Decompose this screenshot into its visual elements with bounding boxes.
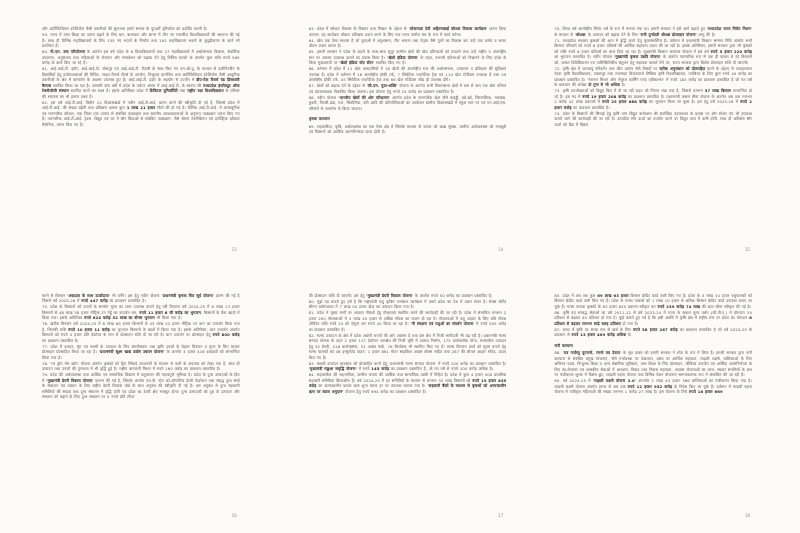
bold-text: 37 लाख किसान	[704, 88, 732, 94]
paragraph: 64. खेल एक ऐसा माध्यम है जो युवाओं में अनुशासन, टीम भावना तथा नेतृत्व जैसे गुणों का विकास कर उन्हें एक कर्मठ व सजग जीवन प्रदान करता है।	[308, 37, 507, 49]
bold-text: 1 लाख 21 हजार	[126, 105, 156, 111]
paragraph: 84. सहकारिता की सहभागिता, ग्रामीण जनता की आर्थिक तथा सामाजिक उन्नति में निहित है। प्रदेश में कुल 4 हजार 500 प्राथमिक सहकारी समितियां क्रियाशील हैं। वर्ष 2024-25 में इन समितियों के माध्यम से लगभग 35 लाख किसानों को रुपये 19 हजार 835 करोड़ का अल्पकालीन फसल ऋण शून्य ब्याज दर पर उपलब्ध कराया गया है। 'सहकारी बैंकों के माध्यम से कृषकों को अल्पकालीन ऋण पर ब्याज अनुदान' योजना हेतु रुपये 694 करोड़ का प्रावधान प्रस्तावित है।	[308, 372, 507, 394]
bold-text: 'सी.एम. युवा-शक्ति'	[366, 83, 398, 89]
bold-text: रुपये 624 करोड़ 52 लाख का बोनस भुगतान	[84, 315, 155, 321]
section-heading: नारी कल्याण	[554, 342, 573, 348]
paragraph: 74. प्रदेश के किसानों की सिंचाई हेतु कृषि पम्प विद्युत कनेक्शन की सर्वाधिक उपलब्धता के प्रयास पर और सोलर पंप भी उपलब्ध कराये जाने की कार्यवाही की जा रही है। उत्पादित सौर ऊर्जा का उपयोग करने पर विद्युत व्यय में कमी होगी, साथ ही अतिशेष सौर ऊर्जा को ग्रिड में विक्रय	[554, 110, 752, 127]
paragraph: 61. आई.आई.टी. इंदौर, आई.आई.टी. जोधपुर एवं आई.आई.टी. दिल्ली के साथ किए गए एम.ओ.यू. के माध्यम से इंजीनियरिंग के विद्यार्थियों हेतु प्रयोगशालाओं की विजिट, लाइव रिसर्च सेंटर्स के उपयोग, निःशुल्क इंटर्नशिप तथा आर्टिफिशियल इंटेलिजेंस जैसी आधुनिक तकनीकों के क्षेत्र में ज्ञानार्जन के अवसर उपलब्ध हुए हैं। आई.आई.टी. इंदौर के सहयोग से उज्जैन में डीप-टेक रिसर्च एंड डिस्कवरी कैम्पस स्थापित किया जा रहा है। आगामी पांच वर्षों में प्रदेश के पर्यटन अंचल में आई.आई.टी. के स्वरूप की मध्यप्रदेश इंस्टीट्यूट ऑफ टेक्नोलॉजी संस्थान स्थापित करने का लक्ष्य है। इसके अतिरिक्त प्रदेश में डिजिटल यूनिवर्सिटी तथा राष्ट्रीय रक्षा विश्वविद्यालय के परिसर की स्थापना का भी हमारा लक्ष्य है।	[42, 66, 240, 99]
paragraph: 89. वर्ष 2024-25 में 'लाड़ली लक्ष्मी योजना 2.0' अन्तर्गत 2 लाख 43 हजार 366 बालिकाओं का पंजीकरण किया गया है। लाड़ली लक्ष्मी योजना अंतर्गत प्रारंभ से अब तक रुपये 12 हजार 952 करोड़ के निवेश किए जा चुके हैं। वर्तमान में लाड़ली बहना योजना में पंजीकृत महिलाओं की संख्या लगभग 1 करोड़ 27 लाख है। इस योजना के लिये रुपये 18 हजार 669	[554, 378, 752, 395]
bold-text: 'मुख्यमंत्री डेयरी विकास योजना'	[46, 377, 94, 383]
paragraph: की प्रोत्साहन राशि दी जाएगी। इस हेतु 'मुख्यमंत्री डेयरी विकास योजना' के अंतर्गत रुपये 50 करोड़ का प्रावधान प्रस्तावित है।	[308, 292, 493, 298]
page-text	[309, 293, 507, 514]
bold-text: दो गुना से भी अधिक	[588, 82, 620, 88]
bold-text: 'रानी दुर्गावती श्रीअन्न प्रोत्साहन योजना'	[639, 31, 697, 37]
page-number: 13	[231, 246, 237, 252]
paragraph: 83. मछली उत्पादन व्यवसाय को प्रोत्साहित करने हेतु 'प्रधानमंत्री मत्स्य सम्पदा योजना' में रुपये 100 करोड़ का प्रावधान प्रस्तावित है। 'मुख्यमंत्री मछुआ समृद्धि योजना' में रुपये 145 करोड़ का प्रावधान प्रस्तावित है, जो गत वर्ष से रुपये 100 करोड़ अधिक है।	[308, 360, 507, 372]
bold-text: रुपये 800 करोड़	[212, 332, 240, 338]
paragraph: 76. खरीफ विपणन वर्ष 2024-25 में 8 लाख 69 हजार किसानों से 43 लाख 52 हजार मीट्रिक टन धान का उपार्जन किया गया है, जिसकी राशि रुपये 10 हजार 11 करोड़ का भुगतान किसानों के खातों में किया गया है। इसके अतिरिक्त, धान उपार्जन अंतर्गत किसानों को रुपये 4 हजार प्रति हेक्टेयर के मान से प्रोत्साहन राशि दी जा रही है। धान उपार्जन पर प्रोत्साहन हेतु रुपये 800 करोड़ का प्रावधान प्रस्तावित है।	[42, 321, 240, 343]
paragraph: 77. प्रदेश में दलहन, मूंग एवं सरसों के उत्पादन के लिए सघनीकरण तथा कृषि उपजों के बेहतर विपणन व मूल्य के लिए बाजार प्रोत्साहन प्रोत्साहित किया जा रहा है। 'प्रधानमंत्री सूक्ष्म खाद्य उद्योग उन्नयन योजना' के अंतर्गत 4 हजार 416 इकाइयों को लाभान्वित किया गया है।	[42, 343, 240, 360]
bold-text: 'मुख्यमंत्री कृषक उन्नति योजना'	[614, 54, 661, 60]
bold-text: 'अन्नदाता के साथ ऊर्जादाता'	[67, 292, 110, 298]
paragraph: 79. प्रदेश की अर्थव्यवस्था तथा आर्थिक एवं सामाजिक विकास में पशुपालन की महत्वपूर्ण भूमिका है। प्रदेश के दुग्ध उत्पादकों के हित में 'मुख्यमंत्री डेयरी विकास योजना' प्रारम्भ की गई है, जिसके अंतर्गत एम.पी. स्टेट को-ऑपरेटिव डेयरी फेडरेशन तथा संबद्ध दुग्ध संघों के संचालन एवं प्रबंधन के लिए राष्ट्रीय डेयरी विकास बोर्ड के साथ अनुबंध की स्वीकृति दी गई है। इस अनुबंध से दुग्ध सहकारी समितियों की संख्या तथा दुग्ध संकलन में वृद्धि होगी एवं प्रदेश का डेयरी क्षेत्र मजबूत होगा। दुग्ध उत्पादकों को दूध के उत्पादन और संकलन को बढ़ाने के लिए दुग्ध संकलन पर 5 रुपये प्रति लीटर	[42, 372, 240, 400]
paragraph: 65. हमारी सरकार ने प्रदेश के शहरों के साथ-साथ सुदूर ग्रामीण क्षेत्रों की खेल प्रतिभाओं को तराशने तथा उन्हें राष्ट्रीय व अंतर्राष्ट्रीय स्तर पर अवसर उपलब्ध कराने का प्रयास किया है। 'खेलो इंडिया योजना' के तहत, उभरती प्रतिभाओं को निखारने के लिए प्रदेश के जिला मुख्यालयों पर 'खेलो इंडिया स्टेट सेंटर' स्थापित किए गए हैं।	[308, 49, 507, 66]
page-number: 18	[744, 513, 750, 518]
bold-text: राष्ट्रीय रक्षा विश्वविद्यालय	[187, 88, 224, 94]
bold-text: पी.एम. उषा परियोजना	[50, 49, 86, 55]
page-number: 15	[744, 246, 750, 252]
page-number: 14	[498, 246, 504, 252]
bold-text: रुपये 2 हजार करोड़	[554, 99, 752, 110]
paragraph: 81. प्रदेश में मुख्य मार्गों पर आवारा गौवंशों हेतु गौशालाएं स्थापित करने की कार्यवाही की जा रही है। प्रदेश में संचालित लगभग 2 हजार 200 गौशालाओं में 3 लाख 45 हजार से अधिक गौवंश का पालन हो रहा है। गौशालाओं में पशु आहार के लिए प्रति गौवंश प्रतिदिन राशि रुपये 20 को दोगुना कर रुपये 40 किया जा रहा है। 'गौ संरक्षण एवं पशुओं का संवर्धन योजना' में रुपये 505 करोड़ का प्रावधान प्रस्तावित है।	[308, 310, 507, 332]
bold-text: 'प्रधानमंत्री सूक्ष्म खाद्य उद्योग उन्नयन योजना'	[98, 349, 165, 355]
bold-text: रुपये 10 हजार 11 करोड़	[68, 326, 110, 332]
bold-text: रुपये 12 हजार 952 करोड़	[627, 383, 673, 389]
paragraph: 86. कृषि एवं सम्बद्ध सेवाओं का वर्ष 2011-12 से वर्ष 2023-24 में राज्य के सकल मूल्य वर्धन (जी.वी.ए.) में योगदान 34 प्रतिशत से बढ़कर 40 प्रतिशत हो गया है। मुझे बताते हुए गर्व है कि इसी अवधि में कृषि क्षेत्र में राष्ट्रीय स्तर पर प्रदेश का योगदान 8 प्रतिशत से बढ़कर लगभग साढ़े बारह प्रतिशत हो गया है।	[554, 309, 752, 326]
bold-text: रुपये 19 हजार 208 करोड़	[582, 93, 627, 99]
document-page	[0, 267, 267, 533]
bold-text: रुपये 239 करोड़ 74 लाख	[657, 303, 701, 309]
paragraph: 63. प्रदेश में कौशल विकास के विस्तार तथा निखार के उद्देश्य से 'लोकमाता देवी अहिल्याबाई कौशल विकास कार्यक्रम' प्रारंभ किया जाएगा। यह कार्यक्रम कौशल प्रशिक्षण प्रदान करने के लिए एक राज्य स्तरीय मंच के रूप में कार्य करेगा।	[308, 26, 507, 37]
bold-text: रुपये 19 हजार 835 करोड़	[308, 377, 507, 389]
paragraph: 72. कृषि क्षेत्र में जलवायु परिवर्तन तथा कीट प्रकोप जैसे विषयों पर सटीक अनुसंधान को प्रोत्साहित करने के उद्देश्य से जवाहरलाल नेहरू कृषि विश्वविद्यालय, जबलपुर तथा राजमाता विजयाराजे सिंधिया कृषि विश्वविद्यालय, ग्वालियर के लिए कुल रुपये 40 करोड़ का प्रावधान प्रस्तावित है। 'नेशनल मिशन ऑन नेचुरल फार्मिंग एण्ड एग्रीकल्चर' में रुपये 183 करोड़ का प्रावधान प्रस्तावित है जो गत वर्ष के प्रावधान की अपेक्षा दो गुना से भी अधिक है।	[554, 65, 752, 88]
document-page	[533, 0, 800, 267]
document-page	[267, 0, 534, 267]
page-text	[309, 26, 507, 247]
paragraph: 88. 'यत्र नार्यस्तु पूज्यन्ते, रमन्ते तत्र देवता' के सूत्र वाक्य को हमारी सरकार ने ध्येय के रूप में लिया है। हमारी सरकार द्वारा नारी कल्याण से संबंधित प्रमुख योजनाएं, जैसे गर्भावस्था पर देखभाल, प्रसव पर आर्थिक सहायता, लाड़ली लक्ष्मी, बालिकाओं के लिए अभिनव पहल, निःशुल्क शिक्षा व अन्य शैक्षणिक सुविधाएं, उच्च शिक्षा के लिए प्रोत्साहन, जीविका उपार्जन एवं आर्थिक आत्मनिर्भरता के लिए स्व-रोजगार एवं शासकीय सेवाओं में आरक्षण, विवाह तथा निवास सहायता, आवास योजनाओं का लाभ, स्थावर संपत्तियों के क्रय पर पंजीकरण शुल्क में विशेष छूट, लाड़ली बहना योजना तथा विभिन्न पेंशन योजनाएं समन्वयात्मक रूप में संचालित की जा रही हैं।	[554, 350, 752, 378]
paragraph: 67. खेलों को बढ़ावा देने के उद्देश्य से 'सी.एम. युवा-शक्ति' योजना के अंतर्गत सभी विधानसभा क्षेत्रों में कम से कम एक खेल परिसर एवं व्यायामशाला विकसित किया जाएगा। इस योजना हेतु रुपये 25 करोड़ का प्रावधान प्रस्तावित है।	[308, 83, 507, 94]
paragraph: 85. प्रदेश में अब तक कुल 69 लाख 63 हजार किसान क्रेडिट कार्ड जारी किए गए हैं। प्रदेश के 5 लाख 34 हजार पशुपालकों को किसान क्रेडिट कार्ड जारी किए गए हैं। प्रदेश के मत्स्य पालकों को 1 लाख 10 हजार से अधिक किसान क्रेडिट कार्ड उपलब्ध कराए जा चुके हैं। मत्स्य पालक कृषकों के 63 हजार 840 प्रकरण स्वीकृत कर रुपये 239 करोड़ 74 लाख की ऋण सीमा स्वीकृत की गई है।	[554, 292, 752, 309]
page-text	[42, 26, 240, 247]
paragraph: 68. नवीन योजना 'भारतीय खेलों की ओर परिभ्रमण' अंतर्गत प्रदेश के पारम्परिक खेल जैसे कबड्डी, खो-खो, जिम्नास्टिक, मलखंब, कुश्ती, गिल्ली-डंडा, गदा, सितोलिया, बंटी आदि की प्रतियोगिताओं का आयोजन ग्रामीण विकासखंडों में स्कूल स्तर पर एवं एन.आई.एस. परिसरों के तालमेल से किया जाएगा।	[308, 94, 507, 111]
document-page	[267, 267, 534, 533]
document-page	[0, 0, 267, 267]
bold-text: रुपये 447 करोड़	[81, 298, 108, 303]
page-number: 17	[498, 513, 504, 518]
bold-text: डीप-टेक रिसर्च एंड डिस्कवरी कैम्पस	[42, 77, 240, 88]
bold-text: रुपये 5 हजार 220 करोड़	[710, 48, 752, 54]
bold-text: 'मुख्यमंत्री मछुआ समृद्धि योजना'	[308, 366, 357, 372]
bold-text: रुपये 13 हजार 409 करोड़ अधिक	[571, 332, 627, 338]
bold-text: 'श्रीअन्न'	[574, 31, 587, 37]
paragraph: 82. मत्स्य उत्पादन के क्षेत्र में प्रदेश अग्रणी राज्यों की ओर अग्रसर है तथा इस क्षेत्र में निजी भागीदारी भी बढ़ रही है। प्रधानमंत्री मत्स्य सम्पदा योजना के तहत 2 हजार 137 हेक्टेयर जलक्षेत्र की निजी भूमि में तालाब निर्माण, 175 बायोफ्लॉक पोन्ड, मत्स्यबीज उत्पादन हेतु 32 हैचरी, 418 बायोफ्लॉक, 51 अक्वा पार्क, 76 कियोस्क भी स्थापित किए गए हैं। मत्स्य विपणन कार्य को सुगम बनाने हेतु मत्स्य पालकों को 46 इन्सुलेटेड वाहन, 1 हजार 861 मोटर साइकिल आइस बॉक्स सहित तथा 267 की शीतल आहार मोपेड, प्रदाय किए गए हैं।	[308, 332, 507, 360]
bold-text: 'खेलो इंडिया स्टेट सेंटर'	[339, 60, 375, 66]
bold-text: रुपये 18 हजार 669	[688, 389, 723, 395]
document-page	[533, 267, 800, 533]
page-text	[554, 26, 752, 247]
bold-text: डिजिटल यूनिवर्सिटी	[149, 88, 178, 94]
paragraph: 66. वर्तमान में प्रदेश में 11 खेल अकादमियों में 18 खेलों की अंतर्राष्ट्रीय स्तर की अधोसंरचना, उपकरण व प्रशिक्षण की सुविधाएं उपलब्ध हैं। प्रदेश में वर्तमान में 18 अंतर्राष्ट्रीय हॉकी टर्फ, 7 सिंथेटिक एथलेटिक ट्रैक एवं 114 खेल स्टेडियम उपलब्ध हैं तथा 09 अंतर्राष्ट्रीय हॉकी टर्फ, 05 सिंथेटिक एथलेटिक ट्रैक तथा 66 खेल स्टेडियम शीघ्र ही उपलब्ध होंगे।	[308, 66, 507, 83]
paragraph: 78. 'पर ड्रॉप मोर क्रॉप' योजना अंतर्गत कृषकों को ड्रिप सिंचाई उपकरणों के माध्यम से पानी के अपव्यय को रोका गया है, साथ ही उत्पादन तथा उपजों की गुणवत्ता में भी वृद्धि हुई है। राष्ट्रीय बागवानी मिशन में रुपये 160 करोड़ का प्रावधान प्रस्तावित है।	[42, 360, 240, 372]
paragraph: और आर्टिफिशियल इंटेलिजेंस जैसी तकनीकों की सुलभता हमारे समाज के दूरदर्शी दृष्टिकोण को प्रदर्शित करती है।	[42, 26, 208, 31]
bold-text: 'सहकारी बैंकों के माध्यम से कृषकों को अल्पकालीन ऋण पर ब्याज अनुदान'	[308, 383, 507, 394]
paragraph: 75. प्रदेश के किसानों को उपजों के समर्थन मूल्य का लाभ उपलब्ध कराने हेतु रबी विपणन वर्ष 2024-25 में 6 लाख 13 हजार किसानों से 48 लाख 38 हजार मीट्रिक टन गेहूँ का उपार्जन कर, रुपये 11 हजार 6 सौ करोड़ का भुगतान, किसानों के बैंक खातों में किया गया। इसके अतिरिक्त रुपये 624 करोड़ 52 लाख का बोनस भुगतान भी किया गया है।	[42, 304, 240, 321]
bold-text: 'मध्यप्रदेश राज्य मिलेट मिशन'	[706, 26, 752, 31]
paragraph: 73. कृषि उपभोक्ताओं को विद्युत बिल में दी जा रही राहत को निरंतर रखा गया है, जिससे लगभग 37 लाख किसान लाभान्वित हो रहे हैं। इस मद में रुपये 19 हजार 208 करोड़ का प्रावधान प्रस्तावित है। प्रधानमंत्री फसल बीमा योजना के अंतर्गत अब तक लगभग 2 करोड़ 42 लाख प्रकरणों में रुपये 29 हजार 688 करोड़ का भुगतान किया जा चुका है। इस हेतु वर्ष 2025-26 में रुपये 2 हजार करोड़ का प्रावधान प्रस्तावित है।	[554, 88, 752, 110]
bold-text: 69 लाख 63 हजार	[597, 292, 629, 298]
bold-text: 'लाड़ली लक्ष्मी योजना 2.0'	[592, 378, 636, 384]
bold-text: मध्यप्रदेश इंस्टीट्यूट ऑफ टेक्नोलॉजी संस्थान	[42, 82, 240, 94]
bold-text: 'प्रधानमंत्री कृषक मित्र सूर्य योजना'	[161, 292, 214, 298]
paragraph: 80. मुझे यह बताते हुए हर्ष है कि राष्ट्रव्यापी पशु कृत्रिम गर्भाधान कार्यक्रम में हमारे प्रदेश का देश में प्रथम स्थान है। सेक्स सॉर्टेड सीमन प्रयोगशाला में 7 लाख 50 हजार डोज़ का उत्पादन किया गया है।	[308, 298, 507, 310]
bold-text: 'गौ संरक्षण एवं पशुओं का संवर्धन योजना'	[410, 321, 475, 327]
paragraph: 62. इस वर्ष आई.टी.आई. विहीन 22 विकासखंडों में नवीन आई.टी.आई. प्रारंभ करने की स्वीकृति दी गई है, जिससे प्रदेश में आई.टी.आई. की संख्या बढ़ेगी तथा प्रशिक्षण क्षमता कुल 1 लाख 21 हजार सीटों की हो गई है। विभिन्न आई.टी.आई. में अत्याधुनिक एवं पारम्परिक कौशल, एक जिला एक उत्पाद से संबंधित पाठ्यक्रम तथा स्थानीय आवश्यकताओं के अनुरूप पाठ्यक्रम प्रारंभ किए गए हैं। पारम्परिक आई.टी.आई. ट्रेडस, विद्युत एवं घर में सौर विधाओं से संबंधित पाठ्यक्रम, जैसे सोलर टेक्नीशियन एवं इलेक्ट्रिक व्हीकल मैकेनिक, प्रारंभ किए गए हैं।	[42, 99, 240, 127]
bold-text: सटीक अनुसंधान को प्रोत्साहित	[659, 65, 706, 71]
paragraph: 87. बजट में कृषि पर समग्र रूप से खर्च के लिए रुपये 58 हजार 267 करोड़ का प्रावधान प्रस्तावित है जो वर्ष 2024-25 के प्रावधान से रुपये 13 हजार 409 करोड़ अधिक है।	[554, 326, 752, 338]
section-heading: कृषक कल्याण	[308, 116, 330, 122]
page-text	[554, 293, 752, 514]
paragraph: 71. मध्यप्रदेश सरकार कृषकों की आय में वृद्धि करने हेतु कृतसंकल्पित है। वर्तमान में प्रधानमंत्री किसान सम्मान निधि अंतर्गत सभी किसान परिवारों को रुपये 6 हजार प्रतिवर्ष की आर्थिक सहायता प्रदान की जा रही है। इसके अतिरिक्त, हमारी सरकार द्वारा भी कृषकों को राशि रुपये 6 हजार प्रतिवर्ष का लाभ दिया जा रहा है। मुख्यमंत्री किसान कल्याण योजना में इस वर्ष रुपये 5 हजार 220 करोड़ का भुगतान प्रस्तावित है। नवीन योजना 'मुख्यमंत्री कृषक उन्नति योजना' के अंतर्गत पारम्परिक रूप से एक ही फसल ले रहे किसानों को, फसल विविधिकरण एवं पारिस्थितिकीय संतुलन हेतु सहायक फसलें लेने पर, राज्य सरकार द्वारा विशेष प्रोत्साहन राशि दी जाएगी।	[554, 37, 752, 65]
bold-text: 145 करोड़	[371, 366, 390, 372]
bold-text: 'खेलो इंडिया योजना'	[387, 54, 419, 60]
bold-text: रुपये 58 हजार 267 करोड़	[632, 326, 678, 332]
bold-text: 'भारतीय खेलों की ओर परिभ्रमण'	[338, 94, 390, 100]
paragraph: 59. राज्य में उच्च शिक्षा का दायरा बढ़ाने के लिए धार, बालाघाट और सागर में तीन नए राजकीय विश्वविद्यालयों की स्थापना की गई है। साथ ही विभिन्न महाविद्यालयों के लिए 135 नए भवनों के निर्माण तथा 192 महाविद्यालय भवनों के सुदृढ़ीकरण के कार्य भी प्रगतिरत हैं।	[42, 32, 240, 49]
bold-text: रुपये 29 हजार 688 करोड़	[602, 99, 647, 105]
bold-text: 'लोकमाता देवी अहिल्याबाई कौशल विकास कार्यक्रम'	[408, 26, 488, 31]
bold-text: 'मुख्यमंत्री डेयरी विकास योजना'	[366, 292, 414, 298]
paragraph: 69. सहकारिता, कृषि, अर्थव्यवस्था का एक ऐसा क्षेत्र है जिसके माध्यम से जनता को खाद्य सुरक्षा, ग्रामीण अर्थव्यवस्था को मजबूती एवं किसानों को आर्थिक आत्मनिर्भरता प्राप्त होती है।	[308, 123, 507, 135]
bold-text: रुपये 11 हजार 6 सौ करोड़ का भुगतान	[139, 309, 201, 315]
page-text	[42, 293, 240, 514]
paragraph: 70. विगत वर्ष अंतर्राष्ट्रीय मिलेट वर्ष के रूप में मनाया गया था। हमारी सरकार ने इसे आगे बढ़ाते हुए 'मध्यप्रदेश राज्य मिलेट मिशन' के माध्यम से 'श्रीअन्न' के उत्पादन को बढ़ावा देने के लिए 'रानी दुर्गावती श्रीअन्न प्रोत्साहन योजना' लागू की है।	[554, 26, 752, 37]
bold-text: 8 प्रतिशत से बढ़कर लगभग साढ़े बारह प्रतिशत	[554, 315, 752, 326]
bold-text: 'यत्र नार्यस्तु पूज्यन्ते, रमन्ते तत्र देवता'	[562, 350, 622, 356]
paragraph: करने से किसान 'अन्नदाता के साथ ऊर्जादाता' भी बनेंगे। इस हेतु नवीन योजना 'प्रधानमंत्री कृषक मित्र सूर्य योजना' प्रारंभ की गई है जिसमें वर्ष 2025-26 में रुपये 447 करोड़ का प्रावधान प्रस्तावित है।	[42, 292, 240, 303]
paragraph: 60. पी.एम. उषा परियोजना के अंतर्गत इस वर्ष प्रदेश के 6 विश्वविद्यालयों तथा 27 महाविद्यालयों में अधोसंरचना विकास, शैक्षणिक उपकरण, अनुसंधान तथा महिलाओं के रोजगार और समावेशन को बढ़ावा देने हेतु विभिन्न घटकों के अंतर्गत कुल राशि रुपये 565 करोड़ के कार्य किए जा रहे हैं।	[42, 49, 240, 66]
page-number: 16	[231, 513, 237, 518]
